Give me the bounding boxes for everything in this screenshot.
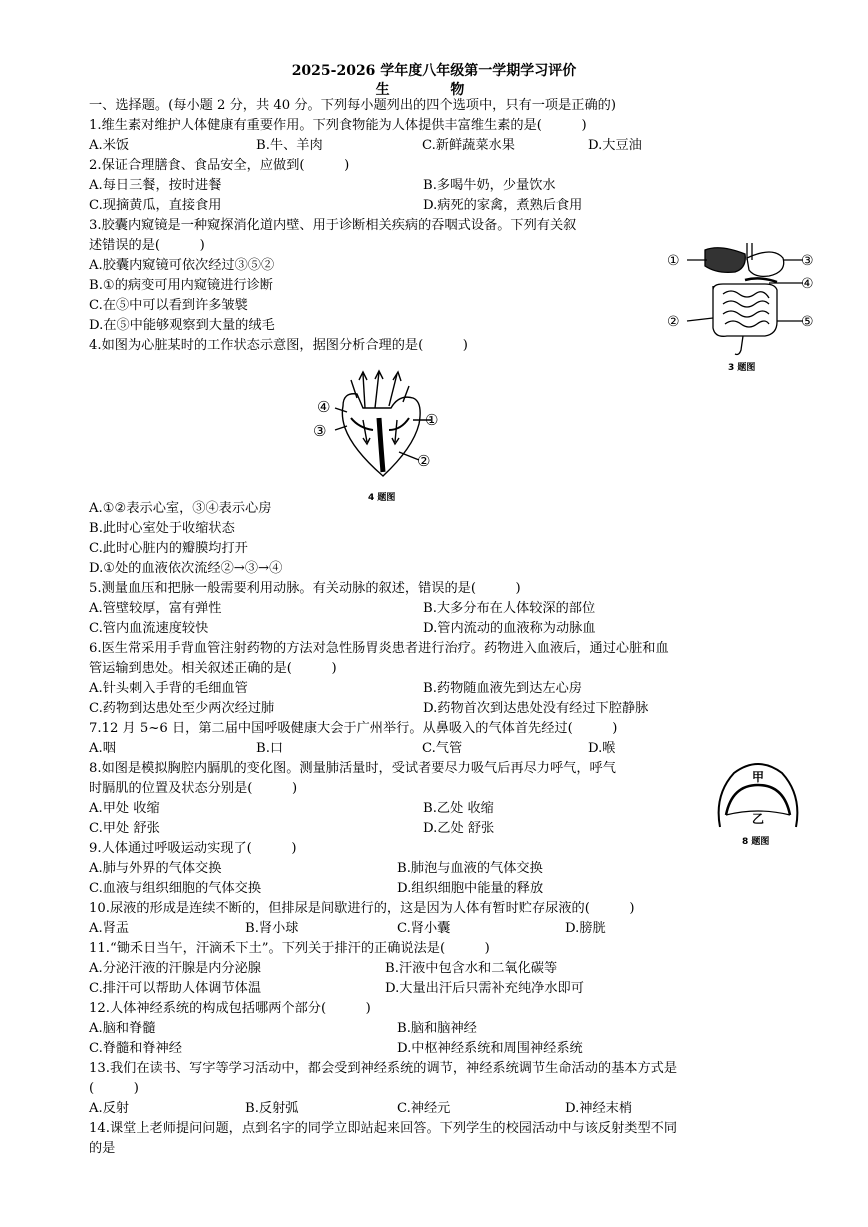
q6-option-c: C.药物到达患处至少两次经过肺 (89, 701, 275, 716)
q10-option-c: C.肾小囊 (397, 921, 451, 936)
q2-option-c: C.现摘黄瓜，直接食用 (89, 198, 222, 213)
q8-option-c: C.甲处 舒张 (89, 821, 160, 836)
q8-option-b: B.乙处 收缩 (423, 801, 494, 816)
q10-option-a: A.肾盂 (89, 921, 130, 936)
q3-option-d: D.在⑤中能够观察到大量的绒毛 (89, 318, 275, 333)
q5-option-d: D.管内流动的血液称为动脉血 (423, 621, 596, 636)
q7-option-d: D.喉 (588, 741, 616, 756)
q8-stem-line2: 时膈肌的位置及状态分别是( ) (89, 781, 298, 796)
q12-option-d: D.中枢神经系统和周围神经系统 (397, 1041, 583, 1056)
q12-option-a: A.脑和脊髓 (89, 1021, 156, 1036)
q4-option-d: D.①处的血液依次流经②→③→④ (89, 561, 283, 576)
q6-option-a: A.针头刺入手背的毛细血管 (89, 681, 248, 696)
q8-fig-label-bottom: 乙 (752, 812, 765, 826)
q11-option-b: B.汗液中包含水和二氧化碳等 (385, 961, 558, 976)
q1-stem: 1.维生素对维护人体健康有重要作用。下列食物能为人体提供丰富维生素的是( ) (89, 118, 587, 133)
q4-option-b: B.此时心室处于收缩状态 (89, 521, 235, 536)
q3-fig-label-3: ③ (801, 253, 814, 269)
q5-option-c: C.管内血流速度较快 (89, 621, 209, 636)
q6-stem-line1: 6.医生常采用手背血管注射药物的方法对急性肠胃炎患者进行治疗。药物进入血液后，通过心脏和血 (89, 641, 669, 656)
q7-option-c: C.气管 (422, 741, 463, 756)
q2-option-b: B.多喝牛奶，少量饮水 (423, 178, 556, 193)
q12-stem: 12.人体神经系统的构成包括哪两个部分( ) (89, 1001, 371, 1016)
q10-option-d: D.膀胱 (565, 921, 606, 936)
q3-fig-label-2: ② (667, 314, 680, 330)
q12-option-b: B.脑和脑神经 (397, 1021, 477, 1036)
q14-stem-line2: 的是 (89, 1141, 116, 1156)
q5-option-b: B.大多分布在人体较深的部位 (423, 601, 596, 616)
q2-stem: 2.保证合理膳食、食品安全，应做到( ) (89, 158, 350, 173)
q11-stem: 11.“锄禾日当午，汗滴禾下土”。下列关于排汗的正确说法是( ) (89, 941, 490, 956)
q4-figure-caption: 4 题图 (368, 493, 396, 503)
q13-option-b: B.反射弧 (245, 1101, 299, 1116)
q8-option-d: D.乙处 舒张 (423, 821, 495, 836)
q13-option-a: A.反射 (89, 1101, 130, 1116)
q6-option-b: B.药物随血液先到达左心房 (423, 681, 582, 696)
q5-option-a: A.管壁较厚，富有弹性 (89, 601, 222, 616)
q4-fig-label-2: ② (417, 452, 431, 470)
q6-option-d: D.药物首次到达患处没有经过下腔静脉 (423, 701, 649, 716)
q13-option-c: C.神经元 (397, 1101, 451, 1116)
q9-option-c: C.血液与组织细胞的气体交换 (89, 881, 262, 896)
q8-figure-caption: 8 题图 (742, 837, 770, 847)
q11-option-d: D.大量出汗后只需补充纯净水即可 (385, 981, 584, 996)
q3-option-b: B.①的病变可用内窥镜进行诊断 (89, 278, 273, 293)
q7-option-b: B.口 (256, 741, 284, 756)
q6-stem-line2: 管运输到患处。相关叙述正确的是( ) (89, 661, 337, 676)
q3-stem-line2: 述错误的是( ) (89, 238, 205, 253)
heart-figure (313, 368, 443, 488)
q11-option-a: A.分泌汗液的汗腺是内分泌腺 (89, 961, 261, 976)
q9-option-d: D.组织细胞中能量的释放 (397, 881, 544, 896)
q2-option-d: D.病死的家禽，煮熟后食用 (423, 198, 583, 213)
q3-fig-label-5: ⑤ (801, 314, 814, 330)
q13-stem-line1: 13.我们在读书、写字等学习活动中，都会受到神经系统的调节，神经系统调节生命活动的基本方式是 (89, 1061, 678, 1076)
q4-stem: 4.如图为心脏某时的工作状态示意图，据图分析合理的是( ) (89, 338, 468, 353)
q8-stem-line1: 8.如图是模拟胸腔内膈肌的变化图。测量肺活量时，受试者要尽力吸气后再尽力呼气，呼气 (89, 761, 616, 776)
q3-fig-label-1: ① (667, 253, 680, 269)
section-heading: 一、选择题。(每小题 2 分，共 40 分。下列每小题列出的四个选项中，只有一项是正确的) (89, 98, 616, 113)
q13-stem-line2: ( ) (89, 1081, 139, 1096)
digestive-system-figure (665, 238, 815, 368)
q3-option-c: C.在⑤中可以看到许多皱襞 (89, 298, 248, 313)
q1-option-b: B.牛、羊肉 (256, 138, 323, 153)
q7-stem: 7.12 月 5~6 日，第二届中国呼吸健康大会于广州举行。从鼻吸入的气体首先经过( ) (89, 721, 618, 736)
diaphragm-figure (712, 755, 804, 835)
q9-stem: 9.人体通过呼吸运动实现了( ) (89, 841, 297, 856)
q12-option-c: C.脊髓和脊神经 (89, 1041, 182, 1056)
q8-fig-label-top: 甲 (752, 770, 765, 784)
q3-option-a: A.胶囊内窥镜可依次经过③⑤② (89, 258, 275, 273)
q7-option-a: A.咽 (89, 741, 116, 756)
q1-option-d: D.大豆油 (588, 138, 642, 153)
q14-stem-line1: 14.课堂上老师提问问题，点到名字的同学立即站起来回答。下列学生的校园活动中与该反射类型不同 (89, 1121, 678, 1136)
q3-fig-label-4: ④ (801, 276, 814, 292)
q4-fig-label-4: ④ (317, 398, 331, 416)
q10-option-b: B.肾小球 (245, 921, 299, 936)
q11-option-c: C.排汗可以帮助人体调节体温 (89, 981, 262, 996)
q3-stem-line1: 3.胶囊内窥镜是一种窥探消化道内壁、用于诊断相关疾病的吞咽式设备。下列有关叙 (89, 218, 577, 233)
q4-option-a: A.①②表示心室，③④表示心房 (89, 501, 272, 516)
q10-stem: 10.尿液的形成是连续不断的，但排尿是间歇进行的，这是因为人体有暂时贮存尿液的( ) (89, 901, 635, 916)
q2-option-a: A.每日三餐，按时进餐 (89, 178, 222, 193)
exam-subject: 生 物 (375, 82, 493, 98)
q8-option-a: A.甲处 收缩 (89, 801, 160, 816)
exam-title: 2025-2026 学年度八年级第一学期学习评价 (291, 63, 577, 79)
q3-figure-caption: 3 题图 (728, 363, 756, 373)
q5-stem: 5.测量血压和把脉一般需要利用动脉。有关动脉的叙述，错误的是( ) (89, 581, 521, 596)
q9-option-a: A.肺与外界的气体交换 (89, 861, 222, 876)
q4-option-c: C.此时心脏内的瓣膜均打开 (89, 541, 248, 556)
q9-option-b: B.肺泡与血液的气体交换 (397, 861, 543, 876)
q4-fig-label-3: ③ (313, 422, 327, 440)
q1-option-a: A.米饭 (89, 138, 130, 153)
q4-fig-label-1: ① (425, 411, 439, 429)
q13-option-d: D.神经末梢 (565, 1101, 633, 1116)
q1-option-c: C.新鲜蔬菜水果 (422, 138, 515, 153)
